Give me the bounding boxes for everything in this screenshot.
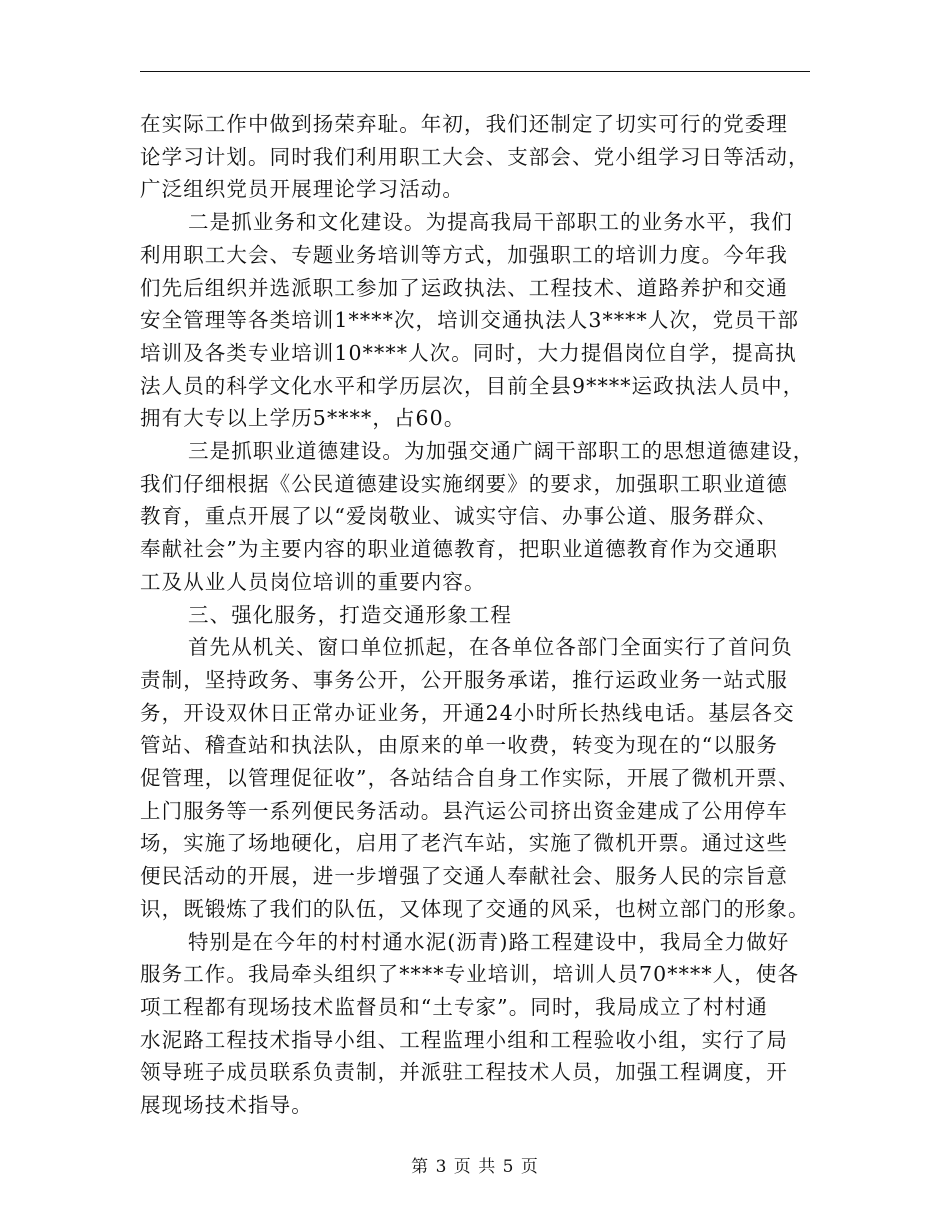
text-line: 展现场技术指导。 xyxy=(140,1093,313,1118)
text-line: 场，实施了场地硬化，启用了老汽车站，实施了微机开票。通过这些 xyxy=(140,831,788,856)
text-line: 广泛组织党员开展理论学习活动。 xyxy=(140,177,464,202)
page-footer: 第 3 页 共 5 页 xyxy=(411,1157,539,1177)
text-line: 法人员的科学文化水平和学历层次，目前全县9****运政执法人员中， xyxy=(140,373,805,398)
text-line: 领导班子成员联系负责制，并派驻工程技术人员，加强工程调度，开 xyxy=(140,1060,788,1085)
text-line: 特别是在今年的村村通水泥(沥青)路工程建设中，我局全力做好 xyxy=(188,929,790,954)
text-line: 水泥路工程技术指导小组、工程监理小组和工程验收小组，实行了局 xyxy=(140,1027,788,1052)
text-line: 论学习计划。同时我们利用职工大会、支部会、党小组学习日等活动， xyxy=(140,144,810,169)
text-line: 三是抓职业道德建设。为加强交通广阔干部职工的思想道德建设， xyxy=(188,439,815,464)
text-line: 便民活动的开展，进一步增强了交通人奉献社会、服务人民的宗旨意 xyxy=(140,864,788,889)
text-line: 我们仔细根据《公民道德建设实施纲要》的要求，加强职工职业道德 xyxy=(140,471,788,496)
text-line: 拥有大专以上学历5****，占60。 xyxy=(140,406,466,431)
text-line: 奉献社会”为主要内容的职业道德教育，把职业道德教育作为交通职 xyxy=(140,537,778,562)
text-line: 安全管理等各类培训1****次，培训交通执法人3****人次，党员干部 xyxy=(140,308,800,333)
text-line: 服务工作。我局牵头组织了****专业培训，培训人员70****人，使各 xyxy=(140,962,800,987)
text-line: 促管理，以管理促征收”，各站结合自身工作实际，开展了微机开票、 xyxy=(140,766,800,791)
text-line: 教育，重点开展了以“爱岗敬业、诚实守信、办事公道、服务群众、 xyxy=(140,504,778,529)
text-line: 二是抓业务和文化建设。为提高我局干部职工的业务水平，我们 xyxy=(188,210,793,235)
text-line: 管站、稽查站和执法队，由原来的单一收费，转变为现在的“以服务 xyxy=(140,733,778,758)
text-line: 务，开设双休日正常办证业务，开通24小时所长热线电话。基层各交 xyxy=(140,700,795,725)
text-line: 上门服务等一系列便民务活动。县汽运公司挤出资金建成了公用停车 xyxy=(140,798,788,823)
text-line: 们先后组织并选派职工参加了运政执法、工程技术、道路养护和交通 xyxy=(140,275,788,300)
text-line: 三、强化服务，打造交通形象工程 xyxy=(188,602,512,627)
body-text xyxy=(140,108,815,1122)
text-line: 工及从业人员岗位培训的重要内容。 xyxy=(140,569,486,594)
text-line: 责制，坚持政务、事务公开，公开服务承诺，推行运政业务一站式服 xyxy=(140,667,788,692)
text-line: 项工程都有现场技术监督员和“土专家”。同时，我局成立了村村通 xyxy=(140,994,768,1019)
text-line: 首先从机关、窗口单位抓起，在各单位各部门全面实行了首问负 xyxy=(188,635,793,660)
header-rule xyxy=(140,71,810,72)
text-line: 识，既锻炼了我们的队伍，又体现了交通的风采，也树立部门的形象。 xyxy=(140,896,810,921)
text-line: 培训及各类专业培训10****人次。同时，大力提倡岗位自学，提高执 xyxy=(140,340,797,365)
text-line: 利用职工大会、专题业务培训等方式，加强职工的培训力度。今年我 xyxy=(140,242,788,267)
text-line: 在实际工作中做到扬荣弃耻。年初，我们还制定了切实可行的党委理 xyxy=(140,112,788,136)
